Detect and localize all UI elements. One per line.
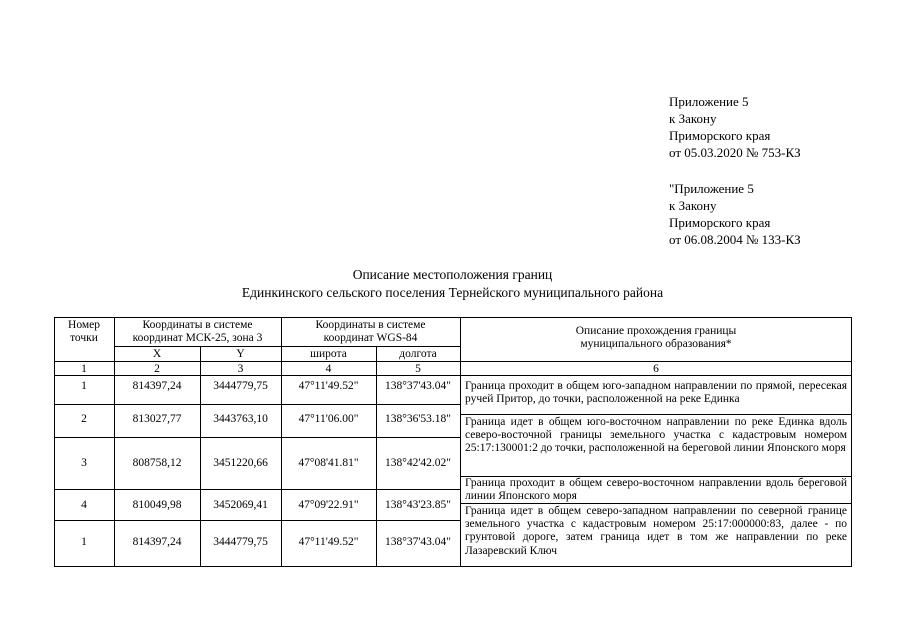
boundary-description: Граница проходит в общем северо-восточном направлении вдоль береговой линии Японского моря	[465, 477, 847, 503]
cell-x: 813027,77	[132, 413, 182, 425]
document-subtitle: Единкинского сельского поселения Тернейского муниципального района	[241, 285, 664, 300]
appendix-line: Приложение 5	[669, 94, 749, 109]
cell-point-no: 3	[81, 457, 87, 469]
table-grid-line	[54, 489, 460, 490]
appendix-original	[669, 180, 869, 248]
cell-lat: 47°11'49.52"	[298, 380, 359, 392]
table-grid-line	[460, 414, 852, 415]
table-border	[54, 317, 852, 318]
column-number: 5	[415, 363, 421, 375]
table-grid-line	[54, 437, 460, 438]
cell-lon: 138°42'42.02"	[385, 457, 451, 469]
table-border	[54, 566, 852, 567]
table-grid-line	[460, 317, 461, 567]
document-title: Описание местоположения границ	[352, 267, 553, 282]
cell-y: 3444779,75	[213, 536, 268, 548]
boundary-description: Граница идет в общем юго-восточном направлении по реке Единка вдоль северо-восточной границы земельного участка с кадастровым номером 25:17:130001:2 до точки, расположенной на береговой линии Японского моря	[465, 416, 847, 455]
cell-x: 814397,24	[132, 536, 182, 548]
cell-y: 3443763,10	[213, 413, 268, 425]
cell-lat: 47°08'41.81"	[298, 457, 359, 469]
table-grid-line	[54, 404, 460, 405]
header-y: Y	[236, 348, 245, 360]
cell-x: 814397,24	[132, 380, 182, 392]
header-description: Описание прохождения границы муниципального образования*	[575, 325, 737, 350]
boundary-description: Граница проходит в общем юго-западном направлении по прямой, пересекая ручей Притор, до точки, расположенной на реке Единка	[465, 380, 847, 406]
cell-lon: 138°36'53.18"	[385, 413, 451, 425]
cell-y: 3452069,41	[213, 499, 268, 511]
appendix-line: от 05.03.2020 № 753-КЗ	[669, 145, 801, 160]
cell-x: 810049,98	[132, 499, 182, 511]
table-grid-line	[54, 361, 852, 362]
table-grid-line	[114, 346, 460, 347]
column-number: 1	[81, 363, 87, 375]
header-x: X	[152, 348, 162, 360]
appendix-line: к Закону	[669, 111, 717, 126]
cell-y: 3451220,66	[213, 457, 268, 469]
table-border	[851, 317, 852, 567]
header-point-no: Номер точки	[68, 319, 100, 344]
appendix-line: Приморского края	[669, 215, 771, 230]
cell-lon: 138°37'43.04"	[385, 380, 451, 392]
appendix-line: "Приложение 5	[669, 181, 754, 196]
appendix-line: Приморского края	[669, 128, 771, 143]
cell-lat: 47°09'22.91"	[298, 499, 359, 511]
appendix-line: от 06.08.2004 № 133-КЗ	[669, 232, 801, 247]
cell-lon: 138°43'23.85"	[385, 499, 451, 511]
boundary-description: Граница идет в общем северо-западном направлении по северной границе земельного участка с кадастровым номером 25:17:000000:83, далее - по грунтовой дороге, затем граница идет в том же направлении по реке Лазаревский Ключ	[465, 505, 847, 557]
table-grid-line	[54, 520, 460, 521]
column-number: 4	[325, 363, 332, 375]
cell-point-no: 1	[81, 536, 87, 548]
cell-point-no: 2	[81, 413, 87, 425]
column-number: 2	[154, 363, 160, 375]
cell-point-no: 1	[81, 380, 87, 392]
cell-lat: 47°11'06.00"	[298, 413, 359, 425]
header-msk: Координаты в системе координат МСК-25, зона 3	[132, 319, 263, 344]
cell-point-no: 4	[81, 499, 87, 511]
column-number: 6	[653, 363, 659, 375]
cell-x: 808758,12	[132, 457, 182, 469]
header-lon: долгота	[399, 348, 437, 360]
cell-y: 3444779,75	[213, 380, 268, 392]
header-lat: широта	[310, 348, 347, 360]
cell-lat: 47°11'49.52"	[298, 536, 359, 548]
appendix-line: к Закону	[669, 198, 717, 213]
appendix-current	[669, 93, 869, 161]
header-wgs: Координаты в системе координат WGS-84	[315, 319, 426, 344]
column-number: 3	[237, 363, 244, 375]
boundary-table	[54, 317, 852, 567]
cell-lon: 138°37'43.04"	[385, 536, 451, 548]
table-border	[54, 317, 55, 567]
